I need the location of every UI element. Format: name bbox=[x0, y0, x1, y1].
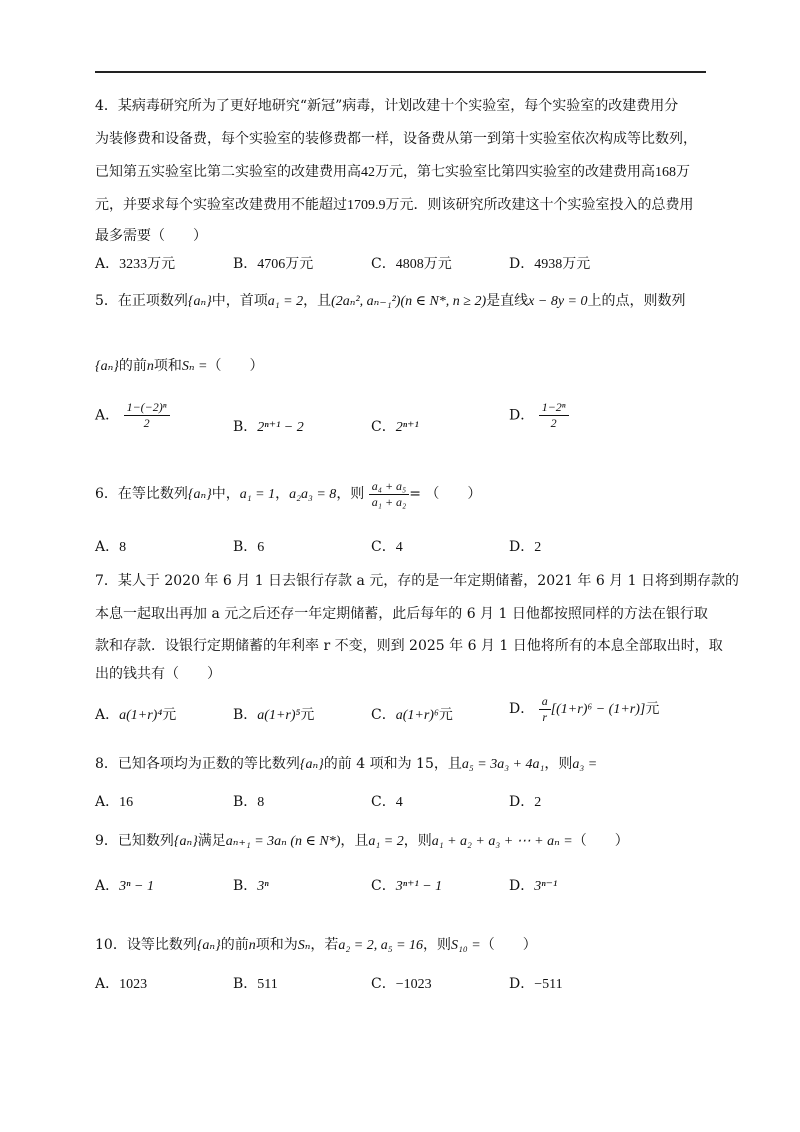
q4-line-2: 为装修费和设备费，每个实验室的装修费都一样，设备费从第一到第十实验室依次构成等比数列， bbox=[95, 131, 697, 147]
q4-line-1: 4．某病毒研究所为了更好地研究“新冠”病毒，计划改建十个实验室，每个实验室的改建费用分 bbox=[95, 98, 679, 114]
q4-line-5: 最多需要（ ） bbox=[95, 228, 207, 244]
q4-line-3: 已知第五实验室比第二实验室的改建费用高42万元，第七实验室比第四实验室的改建费用高168万 bbox=[95, 164, 690, 180]
q7-option-d[interactable]: D． $\frac{a}{r}$ [(1+r)⁶ − (1+r)]元 bbox=[509, 693, 660, 724]
q4-option-a[interactable]: A．3233万元 bbox=[95, 256, 176, 272]
q6-option-b[interactable]: B．6 bbox=[233, 539, 265, 555]
q5-line-1: 5．在正项数列{aₙ}中，首项a₁ = 2，且(2aₙ², aₙ₋₁²)(n ∈ N*, n ≥ 2)是直线x − 8y = 0上的点，则数列 bbox=[95, 293, 686, 309]
q7-option-b[interactable]: B．a(1+r)⁵元 bbox=[233, 707, 315, 723]
q7-line-1: 7．某人于 2020 年 6 月 1 日去银行存款 a 元，存的是一年定期储蓄，2021 年 6 月 1 日将到期存款的 bbox=[95, 573, 739, 589]
q6-option-a[interactable]: A．8 bbox=[95, 539, 127, 555]
q8-option-d[interactable]: D．2 bbox=[509, 794, 542, 810]
header-rule bbox=[95, 71, 706, 73]
q6-line-1: 6．在等比数列{aₙ}中，a₁ = 1，a₂a₃ = 8，则 $\frac{\text{a₄ + a₅}}{\text{a₁ + a₂}}$ = （ ） bbox=[95, 478, 482, 509]
q5-option-b[interactable]: B．2ⁿ⁺¹ − 2 bbox=[233, 419, 304, 435]
q10-option-b[interactable]: B．511 bbox=[233, 976, 278, 992]
q7-option-a[interactable]: A．a(1+r)⁴元 bbox=[95, 707, 177, 723]
q4-option-c[interactable]: C．4808万元 bbox=[371, 256, 452, 272]
fraction: $\frac{a}{r}$ bbox=[539, 694, 551, 725]
q5-option-a[interactable]: A． $\frac{\text{1−(−2)ⁿ}}{2}$ bbox=[95, 400, 170, 431]
fraction: $\frac{\text{a₄ + a₅}}{\text{a₁ + a₂}}$ bbox=[369, 479, 409, 510]
q7-option-c[interactable]: C．a(1+r)⁶元 bbox=[371, 707, 453, 723]
q4-line-4: 元，并要求每个实验室改建费用不能超过1709.9万元．则该研究所改建这十个实验室投入的总费用 bbox=[95, 197, 694, 213]
q10-line-1: 10．设等比数列{aₙ}的前n项和为Sₙ，若a₂ = 2, a₅ = 16，则S₁₀ =（ ） bbox=[95, 937, 537, 953]
q5-option-d[interactable]: D． $\frac{\text{1−2ⁿ}}{2}$ bbox=[509, 400, 569, 431]
q8-option-b[interactable]: B．8 bbox=[233, 794, 265, 810]
q9-option-c[interactable]: C．3ⁿ⁺¹ − 1 bbox=[371, 878, 443, 894]
q4-option-d[interactable]: D．4938万元 bbox=[509, 256, 591, 272]
q9-option-d[interactable]: D．3ⁿ⁻¹ bbox=[509, 878, 558, 894]
fraction: $\frac{\text{1−2ⁿ}}{2}$ bbox=[539, 400, 569, 431]
q6-option-d[interactable]: D．2 bbox=[509, 539, 542, 555]
q7-line-3: 款和存款．设银行定期储蓄的年利率 r 不变，则到 2025 年 6 月 1 日他将所有的本息全部取出时，取 bbox=[95, 638, 723, 654]
q7-line-2: 本息一起取出再加 a 元之后还存一年定期储蓄，此后每年的 6 月 1 日他都按照同样的方法在银行取 bbox=[95, 606, 708, 622]
q5-option-c[interactable]: C．2ⁿ⁺¹ bbox=[371, 419, 419, 435]
q8-line-1: 8．已知各项均为正数的等比数列{aₙ}的前 4 项和为 15，且a₅ = 3a₃ + 4a₁，则a₃ = bbox=[95, 756, 598, 772]
q8-option-c[interactable]: C．4 bbox=[371, 794, 403, 810]
q10-option-a[interactable]: A．1023 bbox=[95, 976, 148, 992]
q6-option-c[interactable]: C．4 bbox=[371, 539, 403, 555]
q8-option-a[interactable]: A．16 bbox=[95, 794, 134, 810]
q9-option-b[interactable]: B．3ⁿ bbox=[233, 878, 269, 894]
q9-option-a[interactable]: A．3ⁿ − 1 bbox=[95, 878, 154, 894]
q10-option-d[interactable]: D．−511 bbox=[509, 976, 563, 992]
q4-option-b[interactable]: B．4706万元 bbox=[233, 256, 314, 272]
q9-line-1: 9．已知数列{aₙ}满足aₙ₊₁ = 3aₙ (n ∈ N*)，且a₁ = 2，则a₁ + a₂ + a₃ + ⋯ + aₙ =（ ） bbox=[95, 833, 629, 849]
q5-line-2: {aₙ}的前n项和Sₙ =（ ） bbox=[95, 358, 264, 374]
q10-option-c[interactable]: C．−1023 bbox=[371, 976, 432, 992]
fraction: $\frac{\text{1−(−2)ⁿ}}{2}$ bbox=[124, 400, 170, 431]
q7-line-4: 出的钱共有（ ） bbox=[95, 666, 221, 682]
